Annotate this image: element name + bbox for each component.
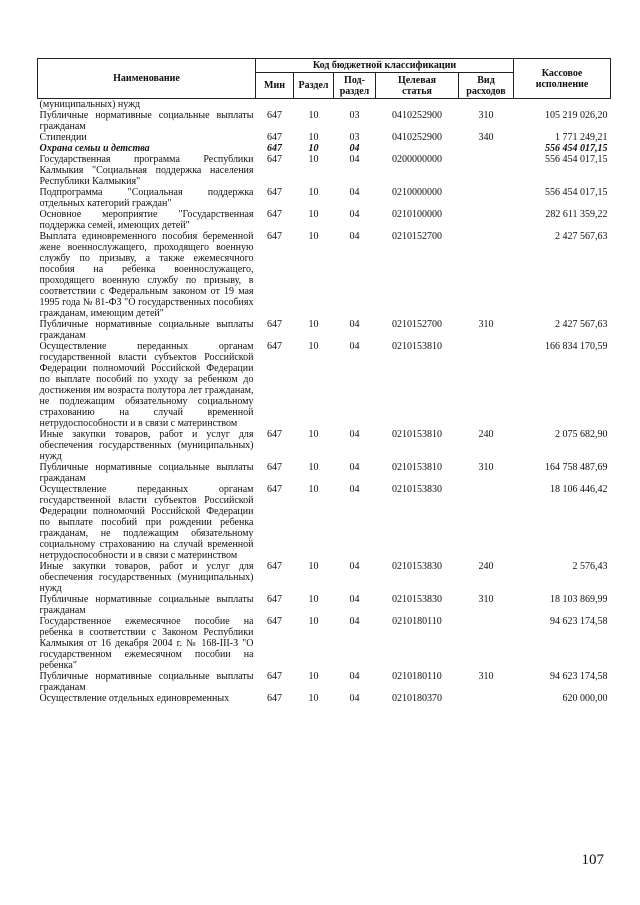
row-amount-cell: 18 103 869,99 <box>550 594 608 605</box>
row-expense-cell: 310 <box>478 110 494 121</box>
row-min-cell: 647 <box>267 143 282 154</box>
row-subsection-cell: 04 <box>349 671 360 682</box>
table-row <box>38 561 611 594</box>
table-header <box>38 59 611 99</box>
row-section-cell: 10 <box>308 462 319 473</box>
row-section-cell: 10 <box>308 209 319 220</box>
row-name-cell: Стипендии <box>39 132 87 143</box>
row-expense-cell <box>459 143 514 154</box>
row-min-cell: 647 <box>267 110 282 121</box>
row-min-cell: 647 <box>267 484 282 495</box>
row-section-cell: 10 <box>308 154 319 165</box>
target-header-label: Целевая статья <box>397 74 437 97</box>
row-subsection-cell: 04 <box>349 594 360 605</box>
row-min-cell: 647 <box>267 561 282 572</box>
row-min-cell: 647 <box>267 319 282 330</box>
row-subsection-cell: 04 <box>349 319 360 330</box>
row-min-cell <box>256 99 294 111</box>
row-min-cell: 647 <box>267 671 282 682</box>
row-amount-cell: 620 000,00 <box>562 693 608 704</box>
row-name-cell: Осуществление переданных органам государственной власти субъектов Российской Федерации полномочий Российской Федерации по выплате пособий при рождении ребенка гражданам, не подлежащим обязательному социальному страхованию на случай временной нетрудоспособности и в связи с материнством <box>39 484 254 561</box>
table-row <box>38 429 611 462</box>
row-name-cell: Осуществление переданных органам государственной власти субъектов Российской Федерации полномочий Российской Федерации по выплате пособий по уходу за ребенком до достижения им возраста полутора лет гражданам, не подлежащим обязательному социальному страхованию на случай временной нетрудоспособности и в связи с материнством <box>39 341 254 429</box>
column-header-name: Наименование <box>38 59 256 99</box>
row-target-cell: 0210153810 <box>392 341 442 352</box>
row-expense-cell: 240 <box>478 561 494 572</box>
amount-header-label: Кассовое исполнение <box>535 67 589 90</box>
row-min-cell: 647 <box>267 209 282 220</box>
row-section-cell: 10 <box>308 616 319 627</box>
table-row <box>38 462 611 484</box>
row-min-cell: 647 <box>267 594 282 605</box>
row-subsection-cell: 04 <box>349 187 360 198</box>
row-amount-cell: 556 454 017,15 <box>545 187 608 198</box>
row-target-cell: 0210100000 <box>392 209 442 220</box>
column-group-budget-classification: Код бюджетной классификации <box>256 59 514 73</box>
row-section-cell: 10 <box>308 594 319 605</box>
row-min-cell: 647 <box>267 429 282 440</box>
table-row <box>38 594 611 616</box>
row-min-cell: 647 <box>267 231 282 242</box>
row-section-cell <box>294 99 334 111</box>
table-body <box>38 99 611 705</box>
column-header-section: Раздел <box>294 73 334 99</box>
row-subsection-cell: 04 <box>349 561 360 572</box>
row-target-cell <box>376 143 459 154</box>
row-name-cell: Государственное ежемесячное пособие на ребенка в соответствии с Законом Республики Калмыкия от 16 декабря 2004 г. № 168-III-З "О государственном ежемесячном пособии на ребенка" <box>39 616 254 671</box>
table-row <box>38 231 611 319</box>
row-expense-cell <box>459 99 514 111</box>
row-name-cell: Государственная программа Республики Калмыкия "Социальная поддержка населения Республики Калмыкия" <box>39 154 254 187</box>
table-row <box>38 484 611 561</box>
row-name-cell: Основное мероприятие "Государственная поддержка семей, имеющих детей" <box>39 209 254 231</box>
row-target-cell: 0210153830 <box>392 594 442 605</box>
row-min-cell: 647 <box>267 132 282 143</box>
table-row <box>38 143 611 154</box>
row-expense-cell <box>459 187 514 209</box>
row-min-cell: 647 <box>267 462 282 473</box>
row-subsection-cell: 04 <box>349 616 360 627</box>
table-row <box>38 99 611 111</box>
row-subsection-cell: 03 <box>349 110 360 121</box>
row-expense-cell <box>459 209 514 231</box>
row-amount-cell <box>514 99 611 111</box>
row-expense-cell: 310 <box>478 462 494 473</box>
row-target-cell: 0210180370 <box>392 693 442 704</box>
row-subsection-cell: 04 <box>349 693 360 704</box>
table-row <box>38 319 611 341</box>
table-row <box>38 132 611 143</box>
row-min-cell: 647 <box>267 616 282 627</box>
row-subsection-cell <box>334 99 376 111</box>
row-section-cell: 10 <box>308 671 319 682</box>
row-target-cell: 0210180110 <box>392 671 442 682</box>
row-name-cell: Иные закупки товаров, работ и услуг для обеспечения государственных (муниципальных) нужд <box>39 561 254 594</box>
row-section-cell: 10 <box>308 143 319 154</box>
row-target-cell: 0210152700 <box>392 231 442 242</box>
row-amount-cell: 166 834 170,59 <box>545 341 608 352</box>
row-expense-cell: 310 <box>478 671 494 682</box>
row-target-cell: 0210153830 <box>392 561 442 572</box>
row-min-cell: 647 <box>267 693 282 704</box>
row-target-cell: 0210000000 <box>392 187 442 198</box>
row-section-cell: 10 <box>308 341 319 352</box>
row-amount-cell: 282 611 359,22 <box>545 209 608 220</box>
row-target-cell: 0210180110 <box>392 616 442 627</box>
row-amount-cell: 2 576,43 <box>572 561 608 572</box>
row-name-cell: (муниципальных) нужд <box>39 99 141 110</box>
table-row <box>38 110 611 132</box>
row-name-cell: Публичные нормативные социальные выплаты гражданам <box>39 462 254 484</box>
row-name-cell: Публичные нормативные социальные выплаты гражданам <box>39 594 254 616</box>
row-section-cell: 10 <box>308 561 319 572</box>
row-name-cell: Публичные нормативные социальные выплаты гражданам <box>39 319 254 341</box>
row-expense-cell: 240 <box>478 429 494 440</box>
row-target-cell: 0410252900 <box>392 110 442 121</box>
row-expense-cell <box>459 484 514 561</box>
column-header-subsection <box>334 73 376 99</box>
budget-table <box>37 58 611 704</box>
row-target-cell: 0210153810 <box>392 462 442 473</box>
row-expense-cell <box>459 231 514 319</box>
row-subsection-cell: 04 <box>349 143 360 154</box>
row-section-cell: 10 <box>308 187 319 198</box>
row-amount-cell: 2 075 682,90 <box>555 429 608 440</box>
table-row <box>38 341 611 429</box>
table-row <box>38 616 611 671</box>
row-section-cell: 10 <box>308 429 319 440</box>
row-min-cell: 647 <box>267 154 282 165</box>
row-expense-cell <box>459 341 514 429</box>
row-amount-cell: 1 771 249,21 <box>555 132 608 143</box>
row-expense-cell <box>459 616 514 671</box>
row-amount-cell: 164 758 487,69 <box>545 462 608 473</box>
table-row <box>38 187 611 209</box>
row-subsection-cell: 03 <box>349 132 360 143</box>
row-amount-cell: 105 219 026,20 <box>545 110 608 121</box>
row-amount-cell: 556 454 017,15 <box>545 143 608 154</box>
subsection-header-label: Под- раздел <box>339 74 370 97</box>
expense-header-label: Вид расходов <box>466 74 506 97</box>
row-name-cell: Охрана семьи и детства <box>39 143 150 154</box>
row-expense-cell <box>459 154 514 187</box>
column-header-expense <box>459 73 514 99</box>
row-amount-cell: 2 427 567,63 <box>555 319 608 330</box>
row-section-cell: 10 <box>308 132 319 143</box>
row-expense-cell: 310 <box>478 319 494 330</box>
page-number: 107 <box>581 852 604 868</box>
row-amount-cell: 556 454 017,15 <box>545 154 608 165</box>
column-header-amount <box>514 59 611 99</box>
column-header-target <box>376 73 459 99</box>
row-section-cell: 10 <box>308 319 319 330</box>
row-target-cell: 0210153810 <box>392 429 442 440</box>
row-section-cell: 10 <box>308 484 319 495</box>
row-subsection-cell: 04 <box>349 429 360 440</box>
row-section-cell: 10 <box>308 110 319 121</box>
row-subsection-cell: 04 <box>349 209 360 220</box>
row-subsection-cell: 04 <box>349 154 360 165</box>
row-subsection-cell: 04 <box>349 462 360 473</box>
row-target-cell <box>376 99 459 111</box>
row-name-cell: Иные закупки товаров, работ и услуг для обеспечения государственных (муниципальных) нужд <box>39 429 254 462</box>
row-amount-cell: 94 623 174,58 <box>550 616 608 627</box>
row-name-cell: Выплата единовременного пособия беременной жене военнослужащего, проходящего военную службу по призыву, а также ежемесячного пособия на ребенка военнослужащего, проходящего военную службу по призыву, в соответствии с Федеральным законом от 19 мая 1995 года № 81-ФЗ "О государственных пособиях гражданам, имеющим детей" <box>39 231 254 319</box>
row-target-cell: 0210152700 <box>392 319 442 330</box>
row-expense-cell: 340 <box>478 132 494 143</box>
row-target-cell: 0210153830 <box>392 484 442 495</box>
row-target-cell: 0200000000 <box>392 154 442 165</box>
row-amount-cell: 2 427 567,63 <box>555 231 608 242</box>
table-row <box>38 154 611 187</box>
table-row <box>38 671 611 693</box>
row-subsection-cell: 04 <box>349 341 360 352</box>
row-target-cell: 0410252900 <box>392 132 442 143</box>
row-amount-cell: 94 623 174,58 <box>550 671 608 682</box>
table-row <box>38 209 611 231</box>
row-name-cell: Подпрограмма "Социальная поддержка отдельных категорий граждан" <box>39 187 254 209</box>
row-subsection-cell: 04 <box>349 484 360 495</box>
row-amount-cell: 18 106 446,42 <box>550 484 608 495</box>
row-min-cell: 647 <box>267 341 282 352</box>
row-subsection-cell: 04 <box>349 231 360 242</box>
row-expense-cell <box>459 693 514 704</box>
row-min-cell: 647 <box>267 187 282 198</box>
row-section-cell: 10 <box>308 231 319 242</box>
column-header-min: Мин <box>256 73 294 99</box>
row-name-cell: Публичные нормативные социальные выплаты гражданам <box>39 110 254 132</box>
table-row <box>38 693 611 704</box>
row-section-cell: 10 <box>308 693 319 704</box>
row-name-cell: Публичные нормативные социальные выплаты гражданам <box>39 671 254 693</box>
row-name-cell: Осуществление отдельных единовременных <box>39 693 230 704</box>
row-expense-cell: 310 <box>478 594 494 605</box>
budget-table-container <box>37 58 610 704</box>
